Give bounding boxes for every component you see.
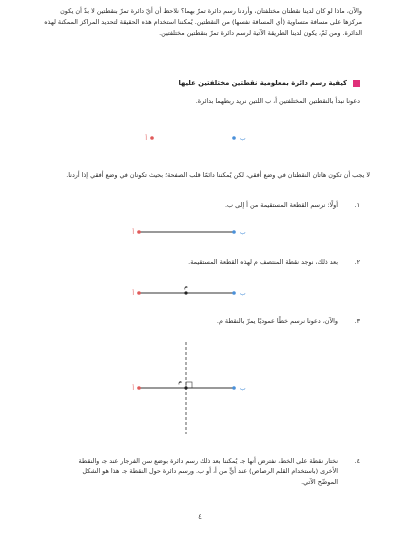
point-b bbox=[232, 291, 236, 295]
section-heading bbox=[20, 79, 360, 87]
figure-step-1 bbox=[0, 222, 400, 242]
step-4-line-3: الموضّح الآتي. bbox=[301, 477, 338, 486]
step-3 bbox=[40, 316, 360, 326]
point-b-label: ب bbox=[240, 135, 246, 142]
step-4-line-1: نختار نقطة على الخط، نفترض أنها ﺟ. يُمكننا بعد ذلك رسم دائرة بوضع سن الفرجار عند ﺟ، والنقطة bbox=[78, 457, 338, 465]
point-a-label: أ bbox=[132, 290, 134, 297]
point-a-label: أ bbox=[145, 135, 147, 142]
figure-two-points bbox=[0, 128, 400, 148]
step-4 bbox=[30, 456, 360, 487]
step-4-line-2: الأخرى (باستخدام القلم الرصاص) عند أيٍّ من أ، أو ب. ورسم دائرة حول النقطة ﺟ. هذا هو الشكل bbox=[82, 467, 338, 476]
lead-text: دعونا نبدأ بالنقطتين المختلفتين أ، ب اللتين نريد ربطهما بدائرة. bbox=[195, 97, 360, 105]
step-1-text: أولًا: نرسم القطعة المستقيمة من أ إلى ب. bbox=[225, 201, 338, 209]
step-3-number: ٣. bbox=[354, 317, 360, 325]
point-b bbox=[232, 136, 236, 140]
point-a bbox=[137, 230, 141, 234]
page-number: ٤ bbox=[198, 513, 202, 521]
point-a bbox=[137, 291, 141, 295]
point-m bbox=[184, 386, 187, 389]
step-3-text: والآن، دعونا نرسم خطًا عموديًا يمرّ بالنقطة م. bbox=[216, 317, 338, 325]
point-a-label: أ bbox=[132, 229, 134, 236]
point-b-label: ب bbox=[240, 229, 246, 236]
step-2 bbox=[40, 257, 360, 267]
step-1 bbox=[40, 200, 360, 210]
figure-step-3 bbox=[0, 338, 400, 438]
heading-marker bbox=[353, 80, 360, 87]
point-m-label: م bbox=[184, 283, 188, 290]
step-1-number: ١. bbox=[354, 201, 360, 209]
point-b bbox=[232, 230, 236, 234]
step-4-number: ٤. bbox=[354, 457, 360, 465]
section-title: كيفية رسم دائرة بمعلومية نقطتين مختلفتين عليها bbox=[178, 79, 347, 87]
note-text: لا يجب أن تكون هاتان النقطتان في وضع أفقي، لكن يُمكننا دائمًا قلب الصفحة؛ بحيث تكونان في وضع أفقي إذا أردنا. bbox=[66, 171, 370, 179]
point-m bbox=[184, 291, 187, 294]
point-b-label: ب bbox=[240, 290, 246, 297]
step-4-text bbox=[30, 456, 338, 487]
point-a bbox=[150, 136, 154, 140]
point-b bbox=[232, 386, 236, 390]
intro-line-2: مركزها على مسافة متساوية (أي المسافة نفسها) من النقطتين. يُمكننا استخدام هذه الحقيقة لتحديد المراكز الممكنة لهذه bbox=[44, 18, 362, 26]
step-2-number: ٢. bbox=[354, 258, 360, 266]
intro-line-3: الدائرة. ومن ثَمّ، يكون لدينا الطريقة الآتية لرسم دائرة تمرّ بنقطتين مختلفتين. bbox=[159, 29, 362, 37]
point-m-label: م bbox=[178, 378, 182, 385]
figure-step-2 bbox=[0, 280, 400, 302]
point-a bbox=[137, 386, 141, 390]
point-a-label: أ bbox=[132, 385, 134, 392]
step-2-text: بعد ذلك، نوجد نقطة المنتصف م لهذه القطعة المستقيمة. bbox=[188, 258, 338, 266]
intro-line-1: والآن، ماذا لو كان لدينا نقطتان مختلفتان، وأردنا رسم دائرة تمرّ بهما؟ نلاحظ أن أيّ دائرة تمرّ بنقطتين لا بدّ أن يكون bbox=[60, 7, 362, 15]
point-b-label: ب bbox=[240, 385, 246, 392]
